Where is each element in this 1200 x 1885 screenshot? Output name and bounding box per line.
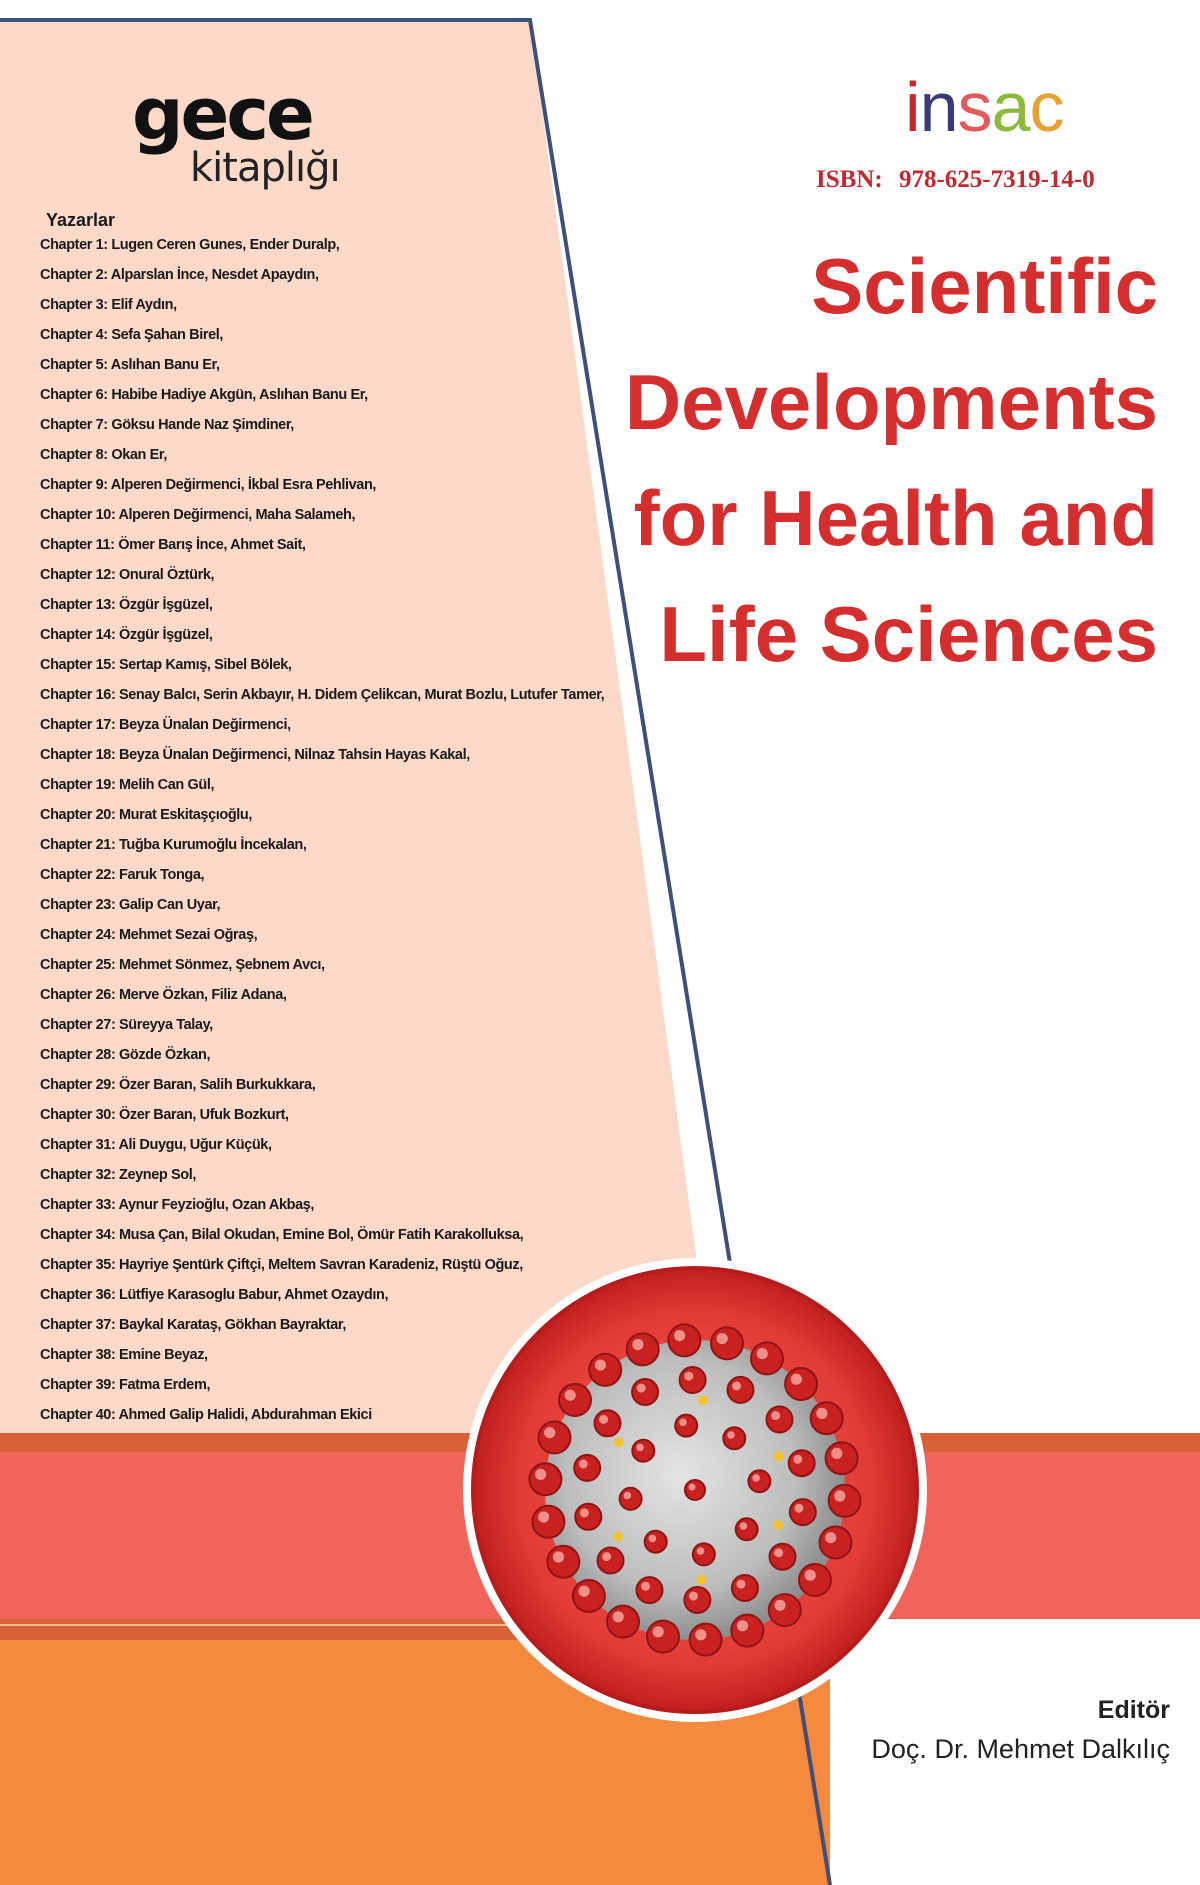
virus-spike-highlight <box>579 1460 588 1469</box>
virus-spike <box>647 1621 679 1653</box>
chapter-author-line: Chapter 34: Musa Çan, Bilal Okudan, Emine Bol, Ömür Fatih Karakolluksa, <box>40 1227 524 1243</box>
virus-spike-highlight <box>727 1431 735 1439</box>
title-line: Life Sciences <box>659 590 1158 678</box>
virus-spike <box>785 1368 817 1400</box>
chapter-author-line: Chapter 32: Zeynep Sol, <box>40 1167 196 1183</box>
virus-spike <box>820 1527 852 1559</box>
virus-spike <box>723 1427 745 1449</box>
virus-spike-highlight <box>752 1474 760 1482</box>
virus-spike-highlight <box>602 1552 611 1561</box>
virus-spike <box>575 1504 601 1530</box>
chapter-author-line: Chapter 4: Sefa Şahan Birel, <box>40 327 223 343</box>
publisher-logo <box>132 72 362 198</box>
virus-spike-highlight <box>774 1548 783 1557</box>
virus-spike-highlight <box>791 1374 802 1385</box>
virus-spike <box>826 1442 858 1474</box>
virus-spike-highlight <box>674 1330 685 1341</box>
chapter-author-line: Chapter 30: Özer Baran, Ufuk Bozkurt, <box>40 1107 289 1123</box>
virus-spike-highlight <box>695 1629 706 1640</box>
virus-spike-highlight <box>636 1444 644 1452</box>
virus-spike <box>607 1606 639 1638</box>
virus-spike-highlight <box>679 1419 687 1427</box>
virus-spike-highlight <box>740 1522 748 1530</box>
author-list <box>40 210 640 1430</box>
chapter-author-line: Chapter 5: Aslıhan Banu Er, <box>40 357 220 373</box>
virus-spike-highlight <box>697 1547 705 1555</box>
chapter-author-line: Chapter 14: Özgür İşgüzel, <box>40 627 213 643</box>
chapter-author-line: Chapter 31: Ali Duygu, Uğur Küçük, <box>40 1137 272 1153</box>
virus-spike <box>748 1470 770 1492</box>
virus-spike <box>789 1450 815 1476</box>
virus-spike <box>529 1463 561 1495</box>
virus-spike <box>732 1575 758 1601</box>
virus-spike <box>829 1485 861 1517</box>
virus-spike-highlight <box>831 1448 842 1459</box>
virus-spike <box>532 1506 564 1538</box>
virus-spike <box>728 1377 754 1403</box>
imprint-logo-letter: s <box>957 68 992 146</box>
chapter-author-line: Chapter 23: Galip Can Uyar, <box>40 897 221 913</box>
virus-spike <box>620 1488 642 1510</box>
virus-spike-highlight <box>737 1580 746 1589</box>
virus-yellow-dot <box>614 1437 624 1447</box>
virus-spike-highlight <box>771 1411 780 1420</box>
chapter-author-line: Chapter 39: Fatma Erdem, <box>40 1377 211 1393</box>
title-line: Scientific <box>811 242 1158 330</box>
virus-spike <box>799 1564 831 1596</box>
virus-spike-highlight <box>732 1382 741 1391</box>
virus-spike <box>790 1499 816 1525</box>
chapter-author-line: Chapter 29: Özer Baran, Salih Burkukkara, <box>40 1077 316 1093</box>
chapter-author-line: Chapter 27: Süreyya Talay, <box>40 1017 213 1033</box>
virus-spike-highlight <box>653 1626 664 1637</box>
imprint-logo-letter: n <box>919 68 958 146</box>
virus-spike <box>680 1367 706 1393</box>
chapter-author-line: Chapter 19: Melih Can Gül, <box>40 777 215 793</box>
virus-yellow-dot <box>613 1531 623 1541</box>
editor-name: Doç. Dr. Mehmet Dalkılıç <box>871 1734 1170 1764</box>
chapter-author-line: Chapter 28: Gözde Özkan, <box>40 1047 211 1063</box>
virus-spike <box>767 1407 793 1433</box>
virus-spike-highlight <box>649 1535 657 1543</box>
virus-spike-highlight <box>794 1504 803 1513</box>
chapter-author-line: Chapter 40: Ahmed Galip Halidi, Abdurahman Ekici <box>40 1407 372 1423</box>
virus-spike <box>675 1415 697 1437</box>
virus-spike-highlight <box>805 1570 816 1581</box>
virus-spike <box>811 1402 843 1434</box>
publisher-logo-sub: kitaplığı <box>190 145 340 191</box>
virus-spike-highlight <box>825 1532 836 1543</box>
imprint-logo-letter: i <box>905 68 920 146</box>
chapter-author-line: Chapter 33: Aynur Feyzioğlu, Ozan Akbaş, <box>40 1197 315 1213</box>
virus-spike <box>684 1587 710 1613</box>
virus-yellow-dot <box>773 1520 783 1530</box>
chapter-author-line: Chapter 20: Murat Eskitaşçıoğlu, <box>40 807 253 823</box>
chapter-author-line: Chapter 1: Lugen Ceren Gunes, Ender Duralp, <box>40 237 340 253</box>
authors-heading: Yazarlar <box>46 210 116 230</box>
chapter-author-line: Chapter 10: Alperen Değirmenci, Maha Salameh, <box>40 507 356 523</box>
chapter-author-line: Chapter 3: Elif Aydın, <box>40 297 177 313</box>
imprint-logo <box>905 68 1064 146</box>
chapter-author-line: Chapter 11: Ömer Barış İnce, Ahmet Sait, <box>40 537 306 553</box>
isbn-value: 978-625-7319-14-0 <box>898 166 1095 193</box>
chapter-author-line: Chapter 12: Onural Öztürk, <box>40 567 215 583</box>
virus-spike <box>574 1455 600 1481</box>
virus-spike <box>693 1543 715 1565</box>
virus-spike <box>547 1546 579 1578</box>
virus-spike <box>632 1440 654 1462</box>
virus-spike-highlight <box>689 1592 698 1601</box>
chapter-list <box>40 230 640 1430</box>
chapter-author-line: Chapter 36: Lütfiye Karasoglu Babur, Ahmet Ozaydın, <box>40 1287 389 1303</box>
virus-spike-highlight <box>757 1348 768 1359</box>
virus-spike-highlight <box>538 1511 549 1522</box>
virus-yellow-dot <box>774 1451 784 1461</box>
virus-spike <box>637 1577 663 1603</box>
chapter-author-line: Chapter 13: Özgür İşgüzel, <box>40 597 213 613</box>
chapter-author-line: Chapter 25: Mehmet Sönmez, Şebnem Avcı, <box>40 957 325 973</box>
virus-spike-highlight <box>737 1620 748 1631</box>
virus-spike-highlight <box>613 1611 624 1622</box>
virus-spike <box>598 1548 624 1574</box>
virus-spike <box>711 1327 743 1359</box>
virus-spike <box>685 1480 705 1500</box>
virus-spike <box>736 1518 758 1540</box>
virus-spike <box>751 1342 783 1374</box>
virus-spike <box>690 1624 722 1656</box>
virus-yellow-dot <box>696 1575 706 1585</box>
virus-yellow-dot <box>698 1395 708 1405</box>
isbn-label: ISBN: <box>816 166 883 193</box>
chapter-author-line: Chapter 18: Beyza Ünalan Değirmenci, Nilnaz Tahsin Hayas Kakal, <box>40 747 470 763</box>
virus-spike-highlight <box>580 1508 589 1517</box>
virus-spike <box>573 1580 605 1612</box>
virus-spike-highlight <box>641 1582 650 1591</box>
publisher-logo-main: gece <box>132 72 312 156</box>
virus-spike <box>731 1615 763 1647</box>
editor-label: Editör <box>1097 1696 1170 1724</box>
chapter-author-line: Chapter 8: Okan Er, <box>40 447 167 463</box>
chapter-author-line: Chapter 2: Alparslan İnce, Nesdet Apaydın, <box>40 267 319 283</box>
virus-spike <box>668 1324 700 1356</box>
chapter-author-line: Chapter 7: Göksu Hande Naz Şimdiner, <box>40 417 294 433</box>
virus-spike <box>645 1531 667 1553</box>
chapter-author-line: Chapter 38: Emine Beyaz, <box>40 1347 208 1363</box>
chapter-author-line: Chapter 9: Alperen Değirmenci, İkbal Esra Pehlivan, <box>40 477 377 493</box>
virus-spike-highlight <box>793 1455 802 1464</box>
chapter-author-line: Chapter 21: Tuğba Kurumoğlu İncekalan, <box>40 837 307 853</box>
virus-spike-highlight <box>579 1586 590 1597</box>
chapter-author-line: Chapter 17: Beyza Ünalan Değirmenci, <box>40 717 291 733</box>
chapter-author-line: Chapter 24: Mehmet Sezai Oğraş, <box>40 927 258 943</box>
isbn <box>816 166 1095 194</box>
chapter-author-line: Chapter 6: Habibe Hadiye Akgün, Aslıhan Banu Er, <box>40 387 368 403</box>
imprint-logo-letter: a <box>991 68 1030 146</box>
title-line: Developments <box>624 358 1158 446</box>
virus-spike-highlight <box>535 1469 546 1480</box>
virus-spike-highlight <box>684 1372 693 1381</box>
virus-spike-highlight <box>717 1333 728 1344</box>
virus-spike-highlight <box>553 1551 564 1562</box>
chapter-author-line: Chapter 16: Senay Balcı, Serin Akbayır, H. Didem Çelikcan, Murat Bozlu, Lutufer Tamer, <box>40 687 605 703</box>
chapter-author-line: Chapter 37: Baykal Karataş, Gökhan Bayraktar, <box>40 1317 346 1333</box>
virus-spike-highlight <box>689 1484 696 1491</box>
virus-spike-highlight <box>774 1600 785 1611</box>
chapter-author-line: Chapter 26: Merve Özkan, Filiz Adana, <box>40 987 287 1003</box>
imprint-logo-letter: c <box>1029 68 1064 146</box>
virus-spike-highlight <box>624 1492 632 1500</box>
chapter-author-line: Chapter 15: Sertap Kamış, Sibel Bölek, <box>40 657 292 673</box>
virus-spike-highlight <box>834 1490 845 1501</box>
virus-spike-highlight <box>816 1408 827 1419</box>
virus-spike <box>770 1544 796 1570</box>
title-line: for Health and <box>633 474 1158 562</box>
chapter-author-line: Chapter 22: Faruk Tonga, <box>40 867 205 883</box>
virus-spike <box>769 1594 801 1626</box>
chapter-author-line: Chapter 35: Hayriye Şentürk Çiftçi, Meltem Savran Karadeniz, Rüştü Oğuz, <box>40 1257 523 1273</box>
